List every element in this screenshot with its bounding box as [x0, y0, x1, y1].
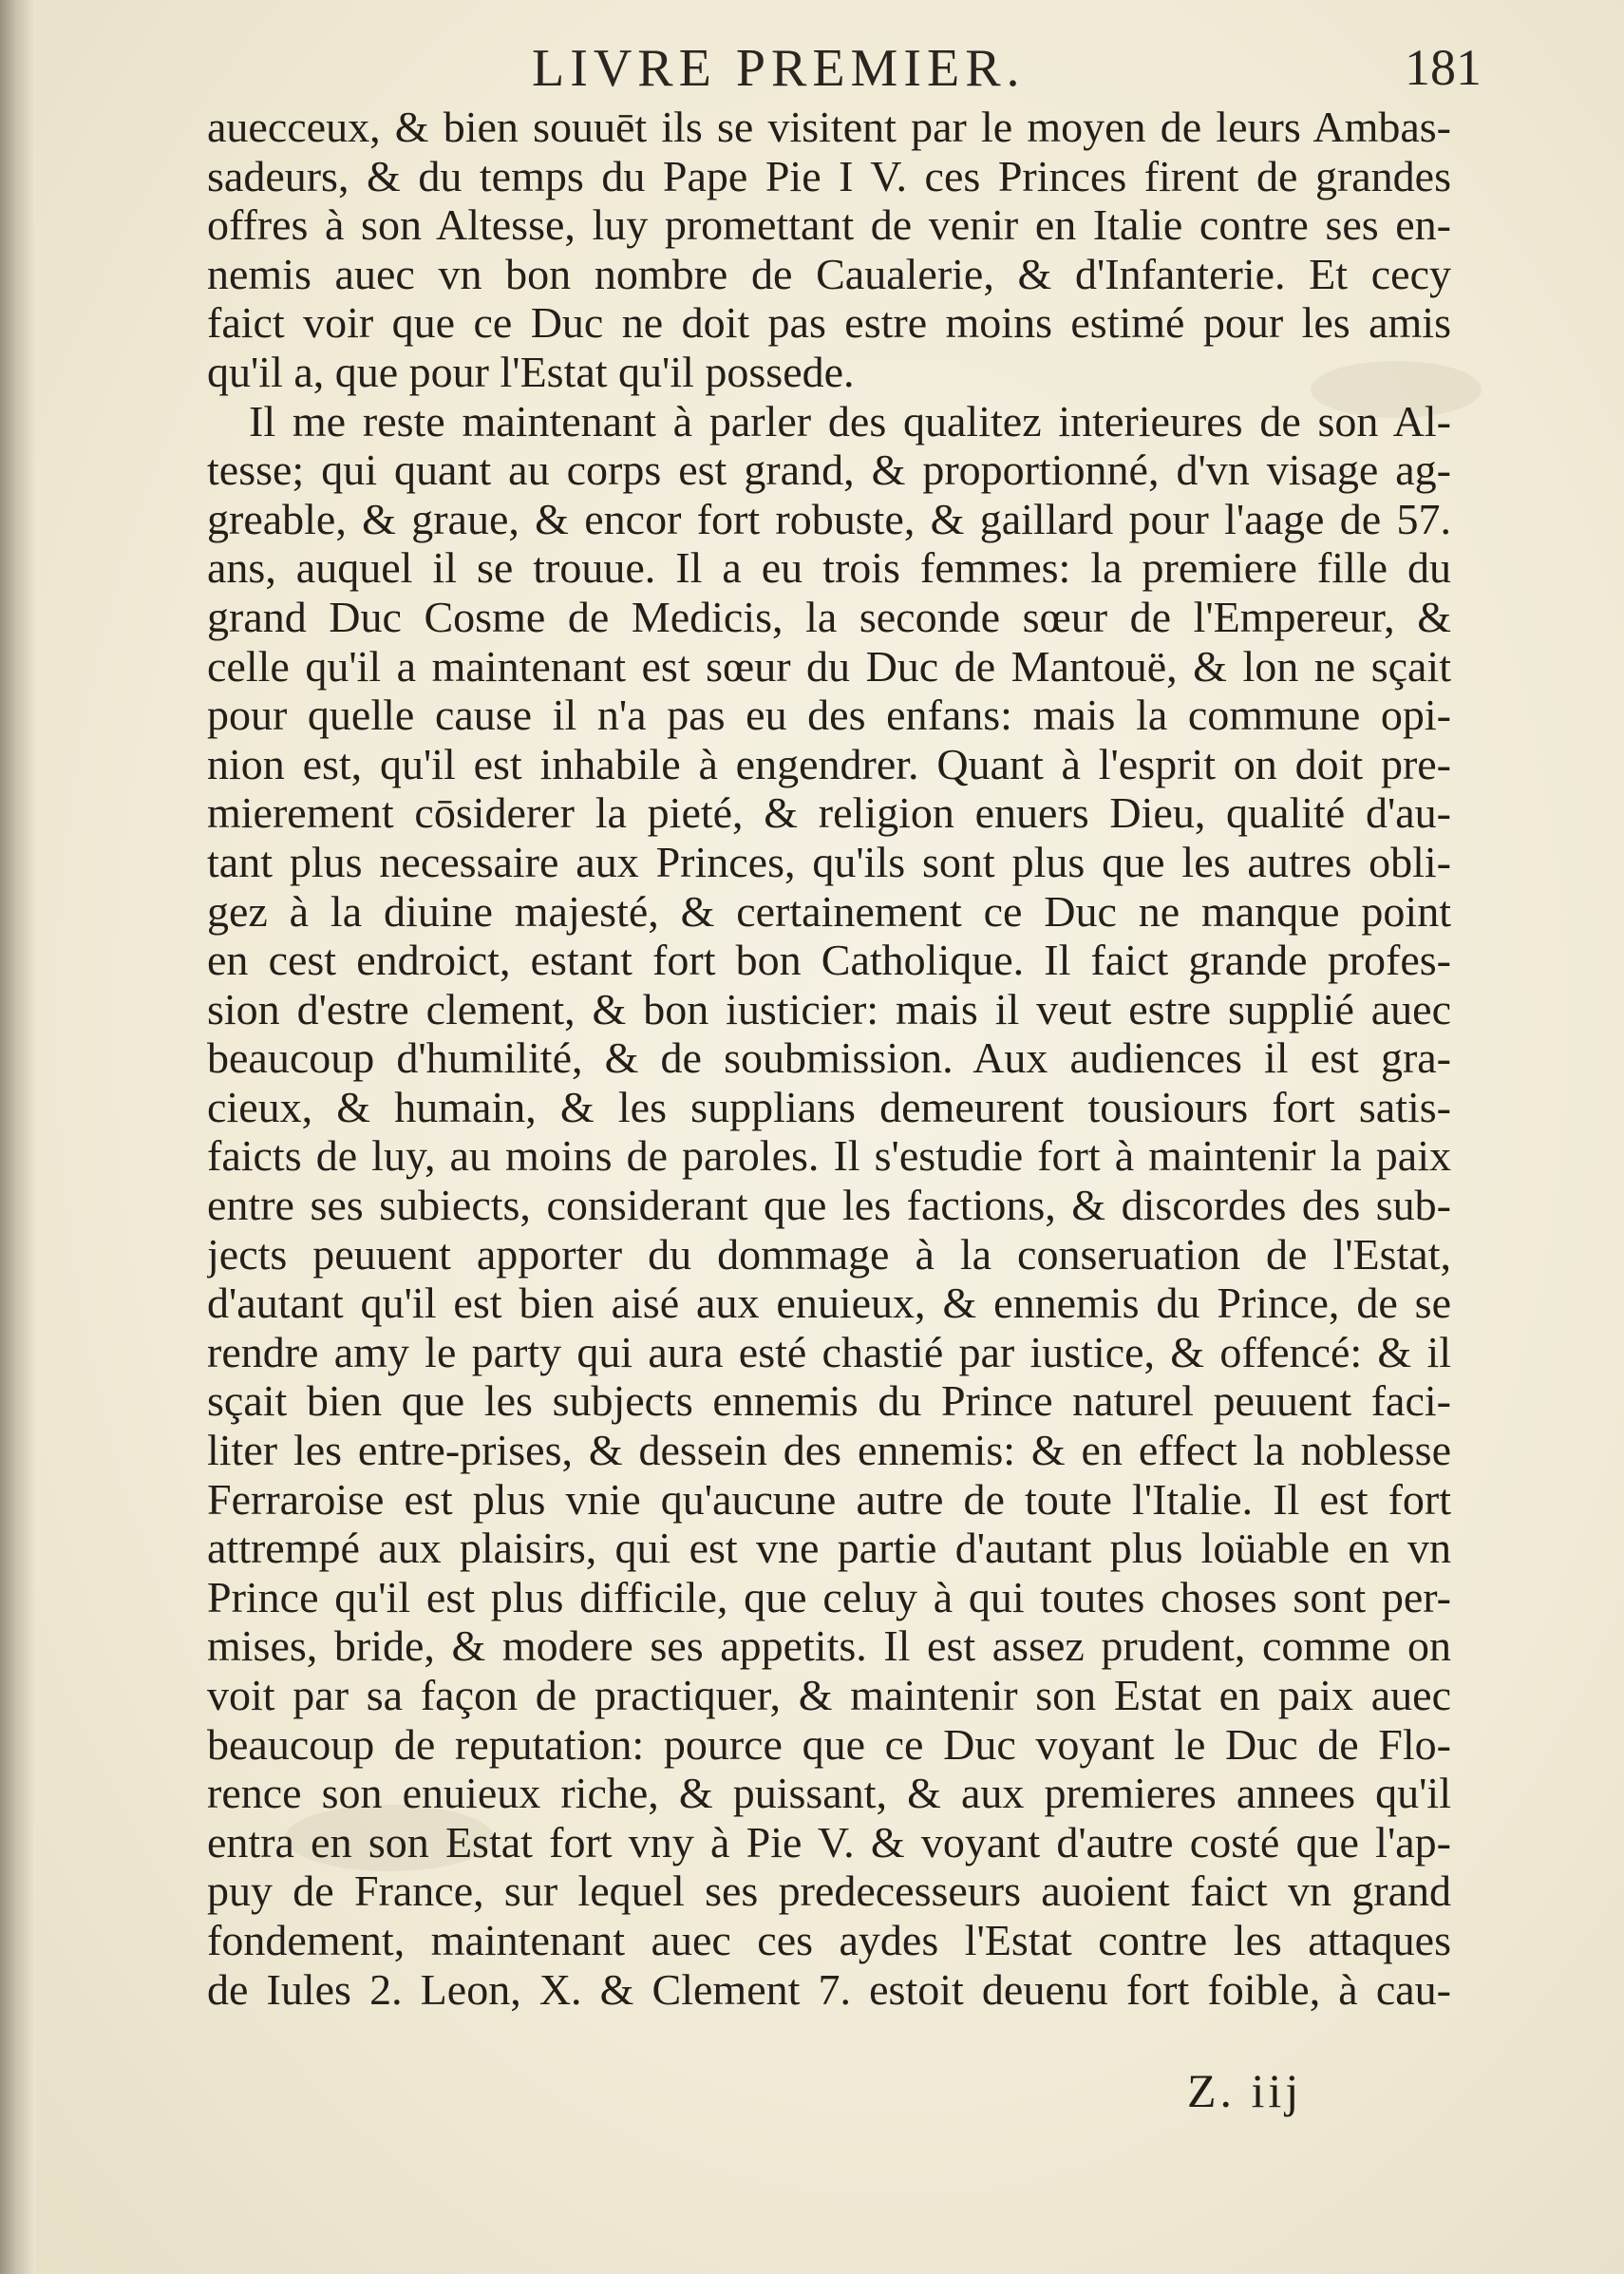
text-line: Prince qu'il est plus difficile, que celuy à qui toutes choses sont per- [207, 1572, 1451, 1621]
text-line: sçait bien que les subjects ennemis du Prince naturel peuuent faci- [207, 1376, 1451, 1426]
text-line: sadeurs, & du temps du Pape Pie I V. ces Princes firent de grandes [207, 151, 1451, 200]
text-line: cieux, & humain, & les supplians demeurent tousiours fort satis- [207, 1082, 1451, 1131]
text-line: d'autant qu'il est bien aisé aux enuieux, & ennemis du Prince, de se [207, 1279, 1451, 1328]
text-line: pour quelle cause il n'a pas eu des enfans: mais la commune opi- [207, 691, 1451, 740]
body-text [207, 103, 1451, 2014]
running-header [532, 38, 1482, 104]
text-line: faicts de luy, au moins de paroles. Il s'estudie fort à maintenir la paix [207, 1131, 1451, 1181]
paragraph-start-line: Il me reste maintenant à parler des qualitez interieures de son Al- [249, 396, 1451, 445]
text-line: faict voir que ce Duc ne doit pas estre moins estimé pour les amis [207, 298, 1451, 348]
text-line: puy de France, sur lequel ses predecesseurs auoient faict vn grand [207, 1867, 1451, 1916]
running-title: LIVRE PREMIER. [532, 39, 1026, 98]
text-line: rence son enuieux riche, & puissant, & aux premieres annees qu'il [207, 1769, 1451, 1818]
text-line: tant plus necessaire aux Princes, qu'ils sont plus que les autres obli- [207, 837, 1451, 886]
text-line: entre ses subiects, considerant que les factions, & discordes des sub- [207, 1181, 1451, 1230]
text-line: sion d'estre clement, & bon iusticier: mais il veut estre supplié auec [207, 984, 1451, 1033]
text-line: mierement cōsiderer la pieté, & religion enuers Dieu, qualité d'au- [207, 788, 1451, 838]
text-line: ans, auquel il se trouue. Il a eu trois femmes: la premiere fille du [207, 543, 1451, 593]
text-line: jects peuuent apporter du dommage à la conseruation de l'Estat, [207, 1229, 1451, 1279]
text-line: de Iules 2. Leon, X. & Clement 7. estoit deuenu fort foible, à cau- [207, 1964, 1451, 2014]
text-line: fondement, maintenant auec ces aydes l'Estat contre les attaques [207, 1915, 1451, 1964]
text-line: rendre amy le party qui aura esté chastié par iustice, & offencé: & il [207, 1327, 1451, 1376]
text-line: offres à son Altesse, luy promettant de venir en Italie contre ses en- [207, 200, 1451, 250]
text-line: liter les entre-prises, & dessein des ennemis: & en effect la noblesse [207, 1426, 1451, 1475]
text-line: en cest endroict, estant fort bon Catholique. Il faict grande profes- [207, 936, 1451, 985]
text-line: qu'il a, que pour l'Estat qu'il possede. [207, 347, 855, 396]
text-line: auecceux, & bien souuēt ils se visitent par le moyen de leurs Ambas- [207, 103, 1451, 151]
binding-edge [0, 0, 36, 2274]
text-line: mises, bride, & modere ses appetits. Il est assez prudent, comme on [207, 1621, 1451, 1671]
text-line: gez à la diuine majesté, & certainement ce Duc ne manque point [207, 886, 1451, 936]
text-line: nemis auec vn bon nombre de Caualerie, & d'Infanterie. Et cecy [207, 249, 1451, 298]
text-line: voit par sa façon de practiquer, & maintenir son Estat en paix auec [207, 1671, 1451, 1719]
text-line: tesse; qui quant au corps est grand, & proportionné, d'vn visage ag- [207, 445, 1451, 495]
text-line: celle qu'il a maintenant est sœur du Duc de Mantouë, & lon ne sçait [207, 641, 1451, 691]
text-line: beaucoup de reputation: pource que ce Duc voyant le Duc de Flo- [207, 1719, 1451, 1769]
signature-mark: Z. iij [1187, 2064, 1303, 2117]
text-line: beaucoup d'humilité, & de soubmission. Aux audiences il est gra- [207, 1033, 1451, 1083]
text-line: entra en son Estat fort vny à Pie V. & voyant d'autre costé que l'ap- [207, 1817, 1451, 1867]
text-line: grand Duc Cosme de Medicis, la seconde sœur de l'Empereur, & [207, 592, 1451, 641]
text-line: attrempé aux plaisirs, qui est vne partie d'autant plus loüable en vn [207, 1524, 1451, 1573]
text-line: nion est, qu'il est inhabile à engendrer. Quant à l'esprit on doit pre- [207, 739, 1451, 788]
page-number: 181 [1405, 39, 1482, 96]
text-line: Ferraroise est plus vnie qu'aucune autre de toute l'Italie. Il est fort [207, 1474, 1451, 1524]
text-line: greable, & graue, & encor fort robuste, & gaillard pour l'aage de 57. [207, 494, 1451, 543]
